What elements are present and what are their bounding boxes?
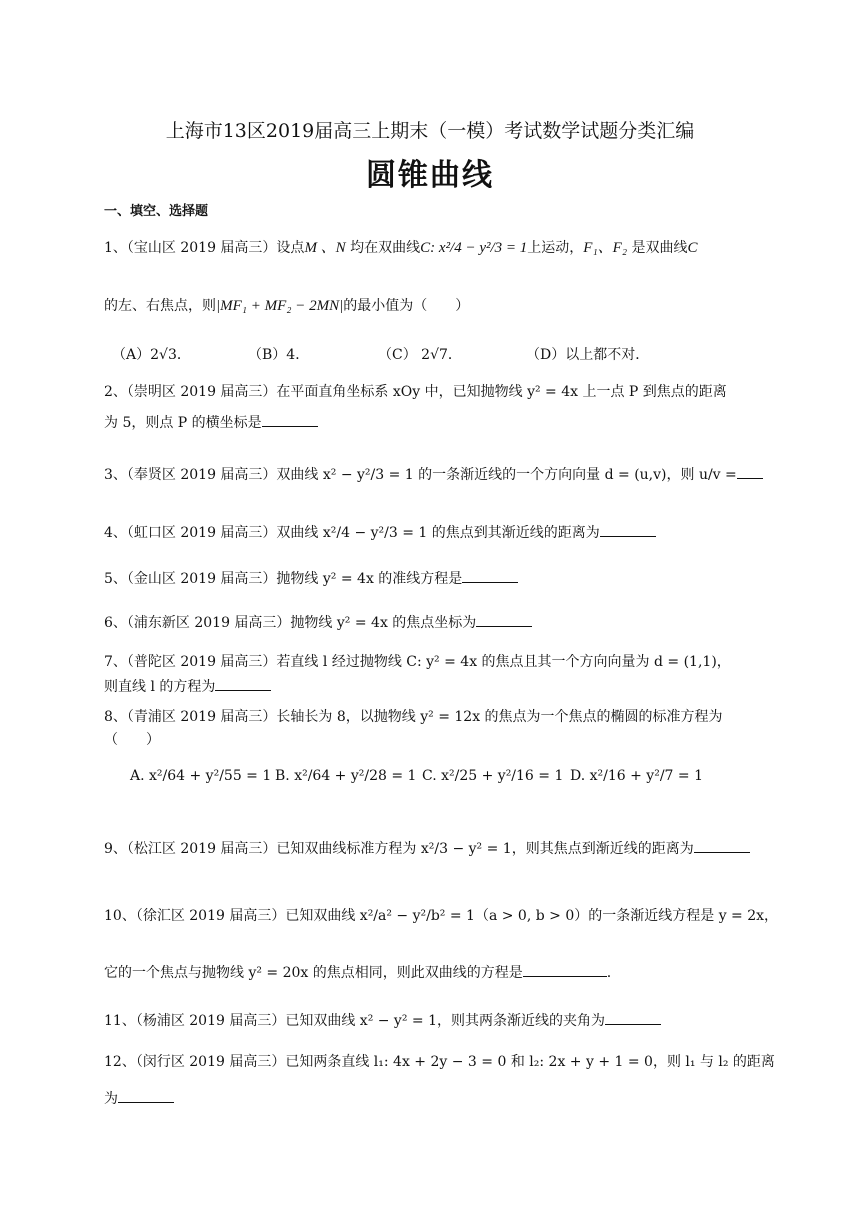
answer-blank (605, 1010, 661, 1025)
question-9: 9、（松江区 2019 届高三）已知双曲线标准方程为 x²/3 − y² = 1，则其焦点到渐近线的距离为 (104, 838, 764, 859)
q1-choice-b: （B）4． (248, 347, 310, 363)
question-8-line-2: （ ） (104, 732, 160, 748)
section-heading: 一、填空、选择题 (104, 204, 209, 219)
question-5: 5、（金山区 2019 届高三）抛物线 y² = 4x 的准线方程是 (104, 568, 764, 589)
q8-choice-d: D. x²/16 + y²/7 = 1 (570, 768, 703, 784)
question-1-line-2: 的左、右焦点，则|MF₁ + MF₂ − 2MN|的最小值为（ ） (104, 298, 470, 314)
q8-choice-b: B. x²/64 + y²/28 = 1 (275, 768, 417, 784)
answer-blank (694, 838, 750, 853)
answer-blank (737, 464, 763, 479)
answer-blank (462, 568, 518, 583)
question-10-line-1: 10、（徐汇区 2019 届高三）已知双曲线 x²/a² − y²/b² = 1（a > 0, b > 0）的一条渐近线方程是 y = 2x， (104, 908, 779, 924)
question-2-line-1: 2、（崇明区 2019 届高三）在平面直角坐标系 xOy 中，已知抛物线 y² = 4x 上一点 P 到焦点的距离 (104, 384, 727, 400)
question-7-line-2: 则直线 l 的方程为 (104, 676, 764, 697)
answer-blank (476, 612, 532, 627)
question-3: 3、（奉贤区 2019 届高三）双曲线 x² − y²/3 = 1 的一条渐近线的一个方向向量 d = (u,v)，则 u/v = (104, 464, 764, 485)
answer-blank (523, 962, 607, 977)
document-title: 圆锥曲线 (366, 158, 494, 193)
answer-blank (262, 412, 318, 427)
question-12-line-1: 12、（闵行区 2019 届高三）已知两条直线 l₁: 4x + 2y − 3 = 0 和 l₂: 2x + y + 1 = 0，则 l₁ 与 l₂ 的距离 (104, 1054, 775, 1070)
q8-choice-a: A. x²/64 + y²/55 = 1 (130, 768, 272, 784)
vector-expression: |MF₁ + MF₂ − 2MN| (216, 298, 344, 314)
question-1-line-1: 1、（宝山区 2019 届高三）设点M 、N 均在双曲线C: x²/4 − y²/3 = 1上运动，F₁、F₂ 是双曲线C (104, 240, 698, 256)
question-10-line-2: 它的一个焦点与抛物线 y² = 20x 的焦点相同，则此双曲线的方程是 . (104, 962, 764, 983)
question-4: 4、（虹口区 2019 届高三）双曲线 x²/4 − y²/3 = 1 的焦点到其渐近线的距离为 (104, 522, 764, 543)
q1-choice-d: （D）以上都不对． (526, 347, 650, 363)
answer-blank (215, 676, 271, 691)
question-12-line-2: 为 (104, 1088, 764, 1109)
question-8-line-1: 8、（青浦区 2019 届高三）长轴长为 8，以抛物线 y² = 12x 的焦点为一个焦点的椭圆的标准方程为 (104, 709, 723, 725)
q1-choice-c: （C） 2√7． (378, 347, 462, 363)
question-6: 6、（浦东新区 2019 届高三）抛物线 y² = 4x 的焦点坐标为 (104, 612, 764, 633)
question-2-line-2: 为 5，则点 P 的横坐标是 (104, 412, 764, 433)
answer-blank (600, 522, 656, 537)
document-subtitle: 上海市13区2019届高三上期末（一模）考试数学试题分类汇编 (165, 120, 695, 142)
answer-blank (118, 1088, 174, 1103)
question-7-line-1: 7、（普陀区 2019 届高三）若直线 l 经过抛物线 C: y² = 4x 的焦点且其一个方向向量为 d = (1,1)， (104, 654, 731, 670)
q1-choice-a: （A）2√3． (112, 347, 191, 363)
q8-choice-c: C. x²/25 + y²/16 = 1 (422, 768, 564, 784)
question-11: 11、（杨浦区 2019 届高三）已知双曲线 x² − y² = 1，则其两条渐近线的夹角为 (104, 1010, 764, 1031)
